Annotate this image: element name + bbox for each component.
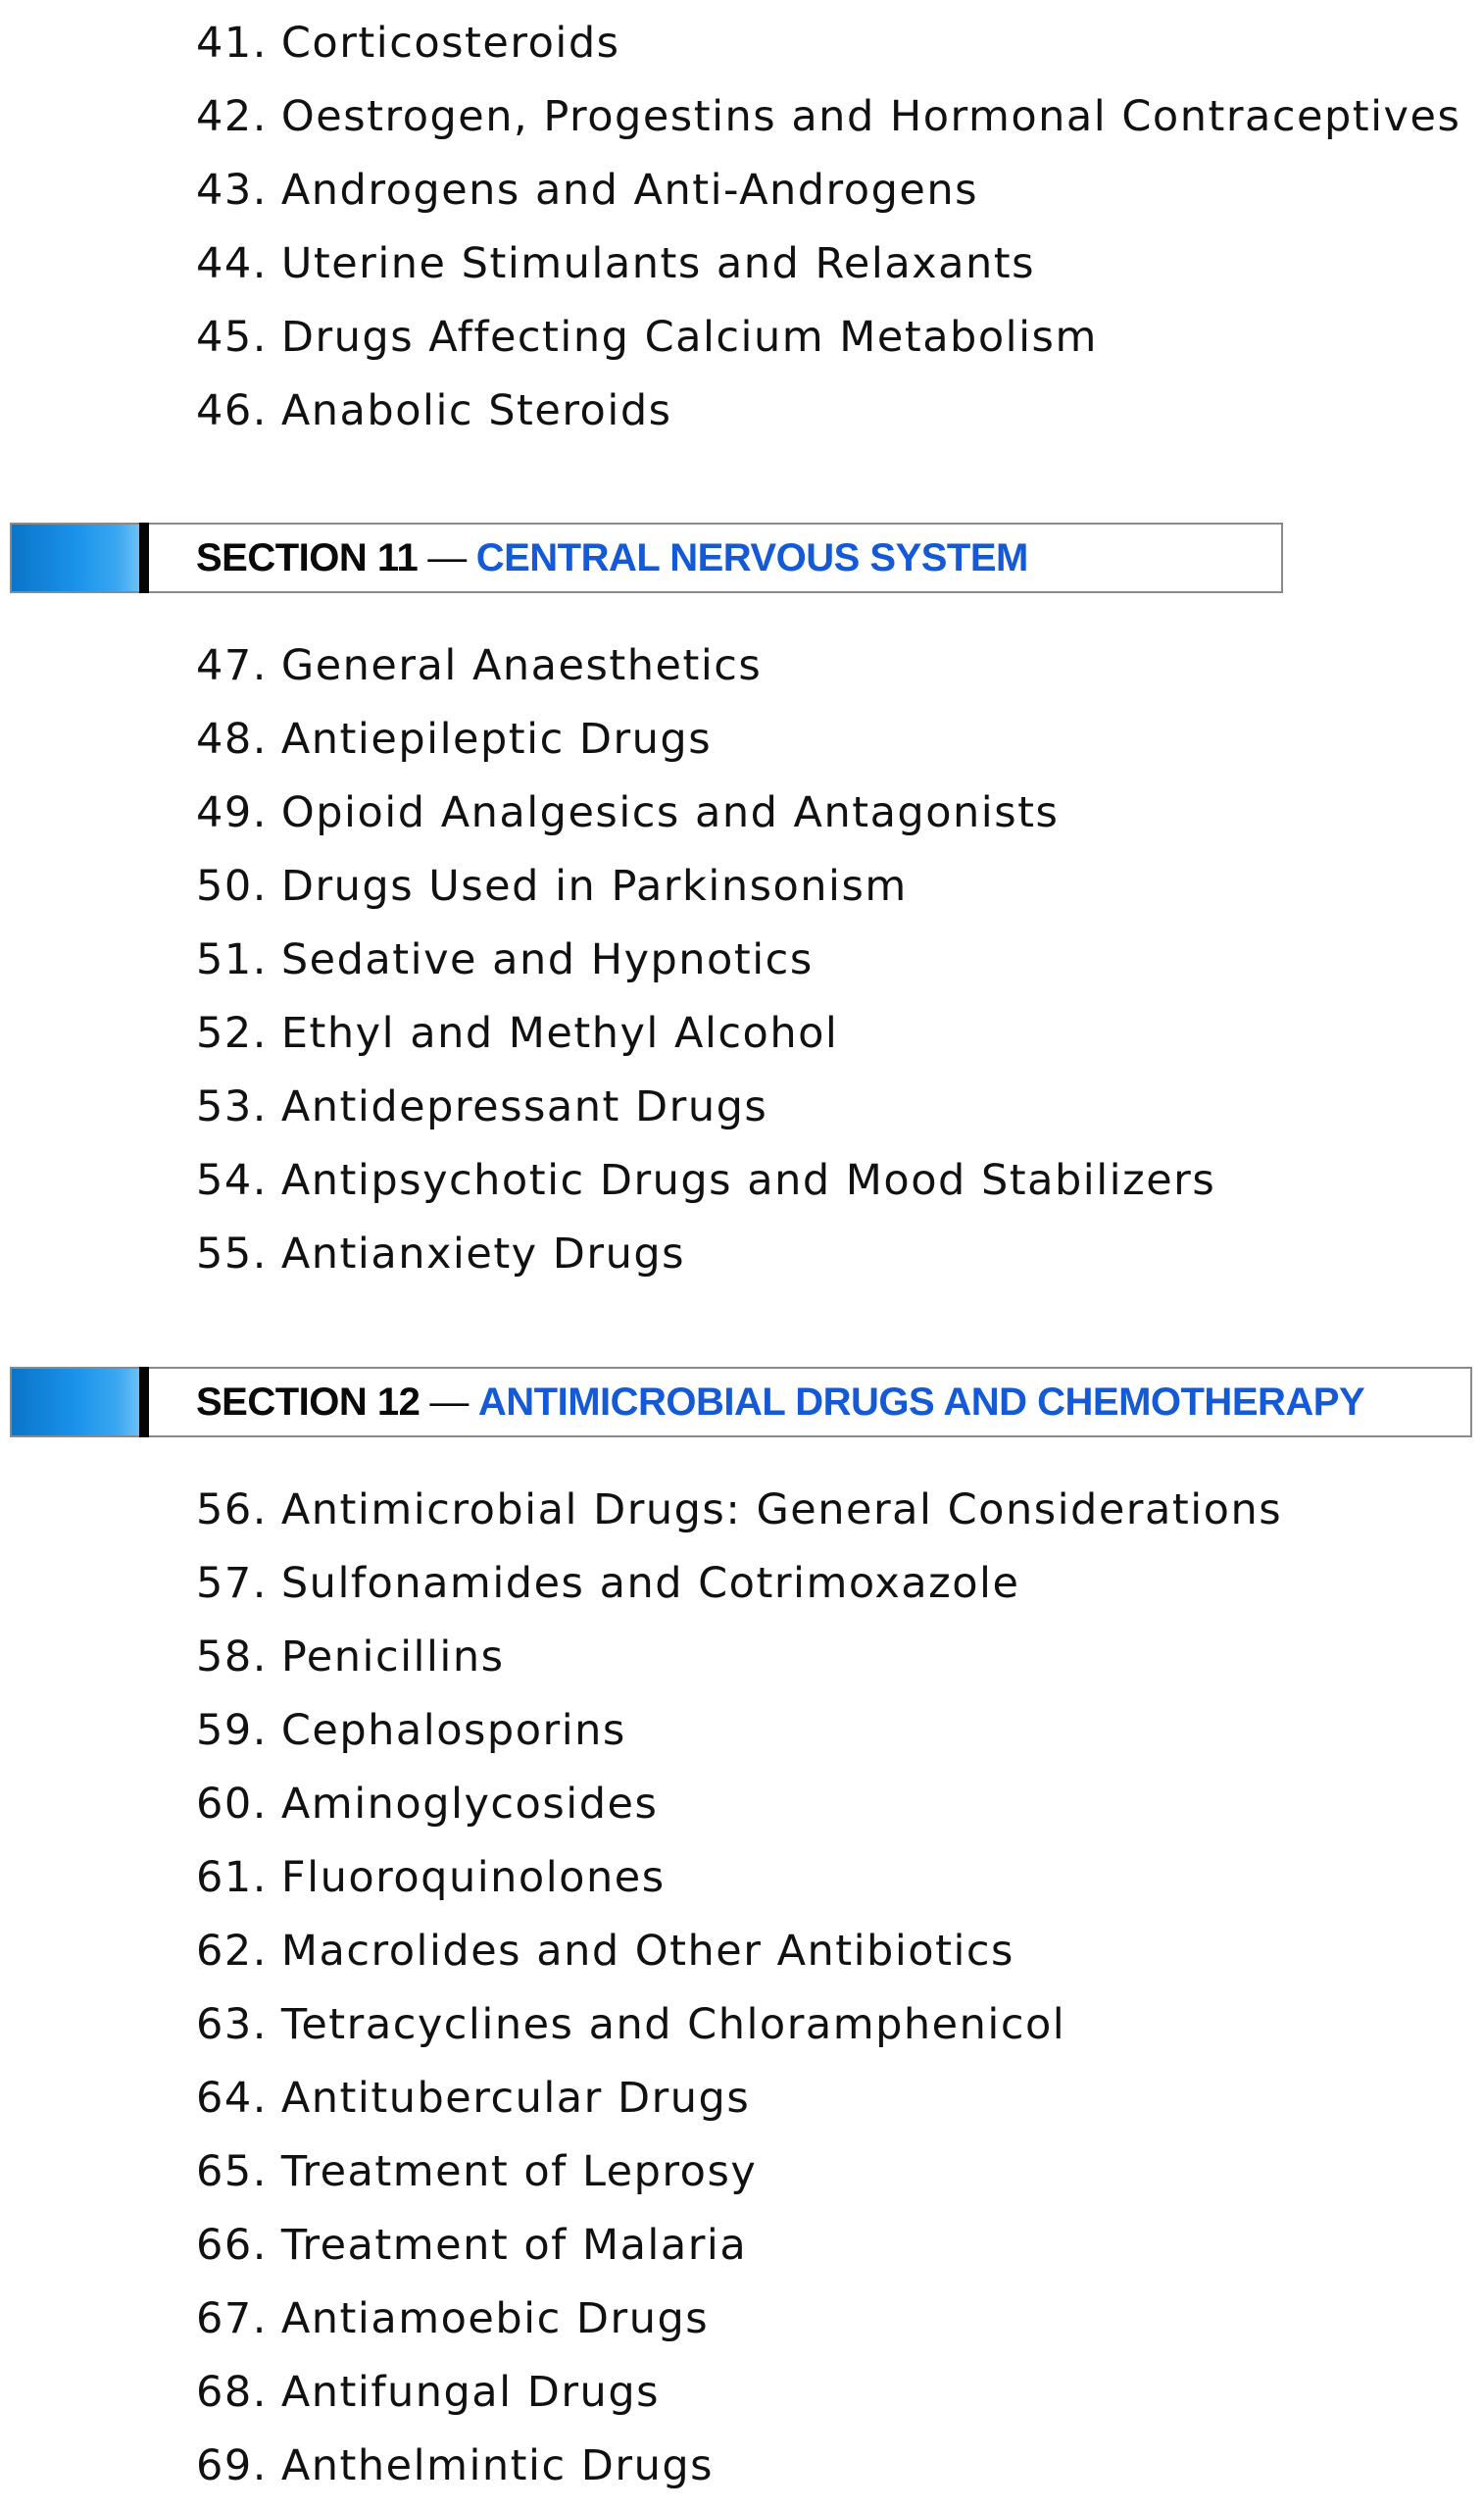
chapter-title: Antianxiety Drugs (280, 1230, 686, 1279)
chapter-title: Antipsychotic Drugs and Mood Stabilizers (280, 1156, 1216, 1205)
chapter-number: 59. (196, 1706, 268, 1755)
chapter-number: 69. (196, 2441, 268, 2490)
section-label: SECTION 12 (196, 1380, 420, 1424)
chapter-number: 50. (196, 862, 268, 911)
chapter-title: Sulfonamides and Cotrimoxazole (280, 1559, 1020, 1608)
chapter-item (196, 80, 1460, 154)
chapter-title: Anabolic Steroids (280, 386, 672, 435)
chapter-list (196, 7, 1460, 448)
chapter-title: Antidepressant Drugs (280, 1082, 768, 1131)
chapter-number: 46. (196, 386, 268, 435)
chapter-item (196, 1547, 1282, 1621)
chapter-title: Antitubercular Drugs (280, 2074, 751, 2123)
chapter-item (196, 777, 1215, 850)
chapter-title: Drugs Affecting Calcium Metabolism (280, 313, 1098, 362)
chapter-title: Corticosteroids (280, 19, 620, 68)
chapter-number: 53. (196, 1082, 268, 1131)
chapter-item (196, 1621, 1282, 1694)
chapter-item (196, 1694, 1282, 1768)
chapter-item (196, 850, 1215, 924)
section-title: CENTRAL NERVOUS SYSTEM (475, 536, 1028, 579)
chapter-number: 44. (196, 239, 268, 288)
chapter-title: Androgens and Anti-Androgens (280, 166, 978, 215)
chapter-item (196, 2430, 1282, 2503)
chapter-title: Penicillins (280, 1632, 505, 1682)
section-label: SECTION 11 (196, 536, 419, 579)
chapter-title: Fluoroquinolones (280, 1853, 666, 1902)
chapter-number: 42. (196, 92, 268, 141)
chapter-item (196, 1768, 1282, 1841)
chapter-number: 61. (196, 1853, 268, 1902)
chapter-title: Antifungal Drugs (280, 2368, 661, 2417)
chapter-number: 57. (196, 1559, 268, 1608)
chapter-item (196, 997, 1215, 1071)
chapter-number: 60. (196, 1780, 268, 1829)
chapter-number: 55. (196, 1230, 268, 1279)
chapter-title: Antiepileptic Drugs (280, 715, 713, 764)
chapter-number: 58. (196, 1632, 268, 1682)
chapter-number: 48. (196, 715, 268, 764)
chapter-number: 65. (196, 2147, 268, 2196)
chapter-title: Ethyl and Methyl Alcohol (280, 1009, 839, 1058)
section-divider (139, 1367, 149, 1437)
chapter-number: 68. (196, 2368, 268, 2417)
chapter-number: 62. (196, 1927, 268, 1976)
chapter-number: 67. (196, 2294, 268, 2343)
chapter-item (196, 924, 1215, 997)
chapter-title: Cephalosporins (280, 1706, 626, 1755)
chapter-title: Sedative and Hypnotics (280, 935, 814, 984)
chapter-list (196, 1474, 1282, 2503)
chapter-title: Uterine Stimulants and Relaxants (280, 239, 1035, 288)
chapter-item (196, 629, 1215, 703)
chapter-number: 45. (196, 313, 268, 362)
section-separator: — (427, 536, 467, 579)
section-accent-bar (12, 525, 139, 591)
chapter-item (196, 2283, 1282, 2356)
chapter-item (196, 1474, 1282, 1547)
chapter-item (196, 301, 1460, 375)
section-divider (139, 523, 149, 593)
chapter-item (196, 154, 1460, 227)
section-separator: — (429, 1380, 469, 1424)
chapter-item (196, 2062, 1282, 2135)
chapter-item (196, 1218, 1215, 1291)
chapter-item (196, 1071, 1215, 1144)
chapter-item (196, 227, 1460, 301)
section-heading (196, 525, 1028, 591)
chapter-item (196, 1144, 1215, 1218)
chapter-item (196, 1841, 1282, 1915)
chapter-number: 51. (196, 935, 268, 984)
chapter-title: Tetracyclines and Chloramphenicol (280, 2000, 1066, 2049)
chapter-item (196, 375, 1460, 448)
chapter-title: Drugs Used in Parkinsonism (280, 862, 908, 911)
chapter-item (196, 703, 1215, 777)
chapter-title: Antimicrobial Drugs: General Considerations (280, 1485, 1283, 1534)
chapter-number: 63. (196, 2000, 268, 2049)
chapter-item (196, 2135, 1282, 2209)
section-heading (196, 1369, 1364, 1435)
chapter-item (196, 2209, 1282, 2283)
chapter-number: 56. (196, 1485, 268, 1534)
chapter-item (196, 7, 1460, 80)
section-title: ANTIMICROBIAL DRUGS AND CHEMOTHERAPY (477, 1380, 1365, 1424)
chapter-number: 43. (196, 166, 268, 215)
chapter-title: Treatment of Malaria (280, 2221, 748, 2270)
chapter-number: 47. (196, 641, 268, 690)
chapter-item (196, 1915, 1282, 1988)
chapter-title: Oestrogen, Progestins and Hormonal Contraceptives (280, 92, 1461, 141)
chapter-item (196, 2356, 1282, 2430)
chapter-number: 52. (196, 1009, 268, 1058)
section-header-11 (10, 523, 1283, 593)
chapter-number: 66. (196, 2221, 268, 2270)
section-header-12 (10, 1367, 1472, 1437)
chapter-title: Opioid Analgesics and Antagonists (280, 788, 1060, 837)
chapter-number: 54. (196, 1156, 268, 1205)
chapter-title: Antiamoebic Drugs (280, 2294, 710, 2343)
chapter-title: Treatment of Leprosy (280, 2147, 758, 2196)
chapter-list (196, 629, 1215, 1291)
chapter-number: 64. (196, 2074, 268, 2123)
chapter-title: Macrolides and Other Antibiotics (280, 1927, 1014, 1976)
chapter-number: 49. (196, 788, 268, 837)
chapter-number: 41. (196, 19, 268, 68)
chapter-title: Aminoglycosides (280, 1780, 659, 1829)
chapter-item (196, 1988, 1282, 2062)
chapter-title: Anthelmintic Drugs (280, 2441, 715, 2490)
section-accent-bar (12, 1369, 139, 1435)
chapter-title: General Anaesthetics (280, 641, 763, 690)
